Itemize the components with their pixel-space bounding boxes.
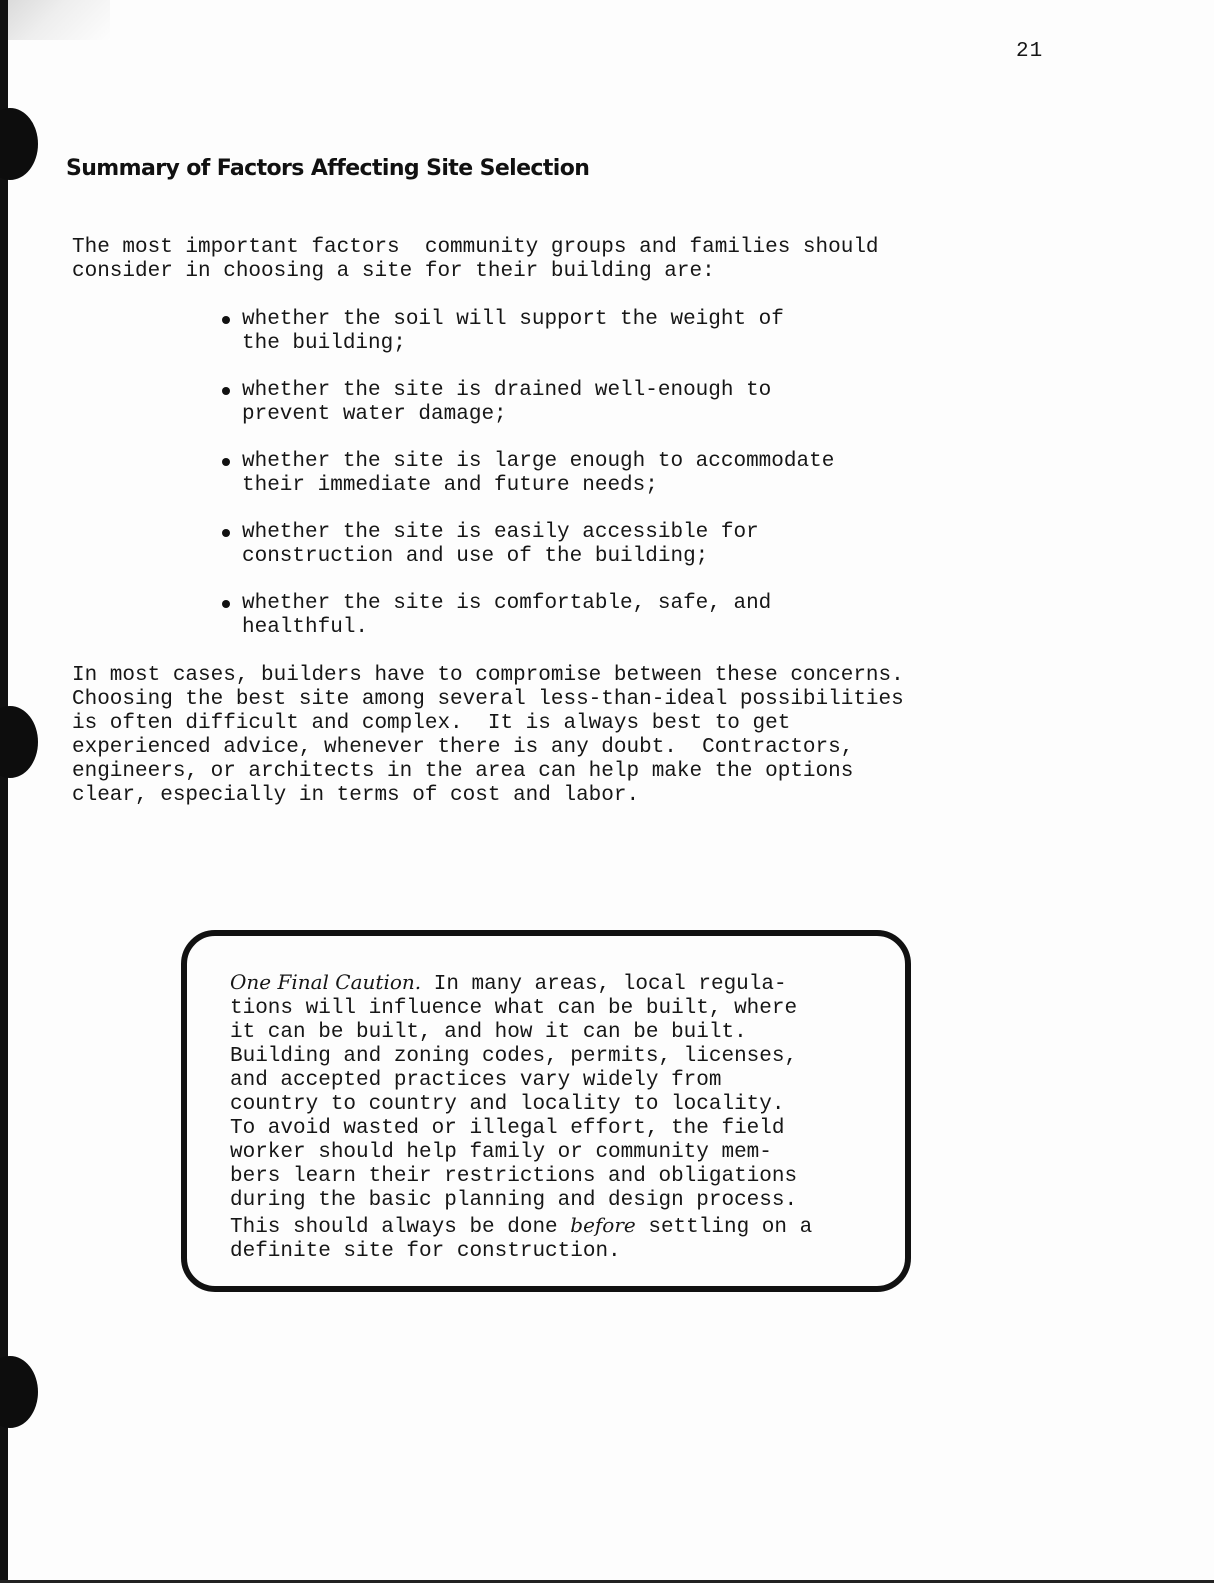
- caution-emphasis: before: [570, 1213, 636, 1237]
- bullet-icon: [222, 529, 230, 537]
- bullet-icon: [222, 600, 230, 608]
- list-item: [220, 592, 940, 640]
- list-item: [220, 379, 940, 427]
- factor-text: whether the soil will support the weight of the building;: [242, 308, 784, 355]
- scan-shadow: [0, 0, 110, 40]
- punch-hole-bottom: [0, 1356, 38, 1428]
- section-title: Summary of Factors Affecting Site Selection: [66, 156, 590, 181]
- binding-edge: [0, 0, 8, 1583]
- closing-paragraph: In most cases, builders have to compromise between these concerns. Choosing the best site among several less-than-ideal possibilities is often difficult and complex. It is always best to get experienced advice, whenever there is any doubt. Contractors, engineers, or architects in the area can help make the options clear, especially in terms of cost and labor.: [72, 664, 904, 807]
- list-item: [220, 308, 940, 356]
- factor-text: whether the site is comfortable, safe, and healthful.: [242, 592, 772, 639]
- factor-text: whether the site is large enough to accommodate their immediate and future needs;: [242, 450, 835, 497]
- intro-paragraph: The most important factors community groups and families should consider in choosing a site for their building are:: [72, 236, 879, 283]
- caution-note: [230, 970, 890, 1264]
- bullet-icon: [222, 458, 230, 466]
- bullet-icon: [222, 316, 230, 324]
- caution-tail: settling on a definite site for construction.: [230, 1216, 813, 1263]
- page-number: 21: [1016, 40, 1044, 63]
- list-item: [220, 521, 940, 569]
- bullet-icon: [222, 387, 230, 395]
- factor-text: whether the site is drained well-enough to prevent water damage;: [242, 379, 772, 426]
- factor-text: whether the site is easily accessible for construction and use of the building;: [242, 521, 759, 568]
- punch-hole-middle: [0, 706, 38, 778]
- list-item: [220, 450, 940, 498]
- caution-heading: One Final Caution.: [230, 970, 422, 994]
- factor-list: [220, 308, 940, 663]
- punch-hole-top: [0, 108, 38, 180]
- caution-body: In many areas, local regula- tions will influence what can be built, where it can be built, and how it can be built. Building and zoning codes, permits, licenses, and accepted practices vary widely from country to country and locality to locality. To avoid wasted or illegal effort, the field worker should help family or community mem- bers learn their restrictions and obligations during the basic planning and design process. This should always be done: [230, 973, 798, 1239]
